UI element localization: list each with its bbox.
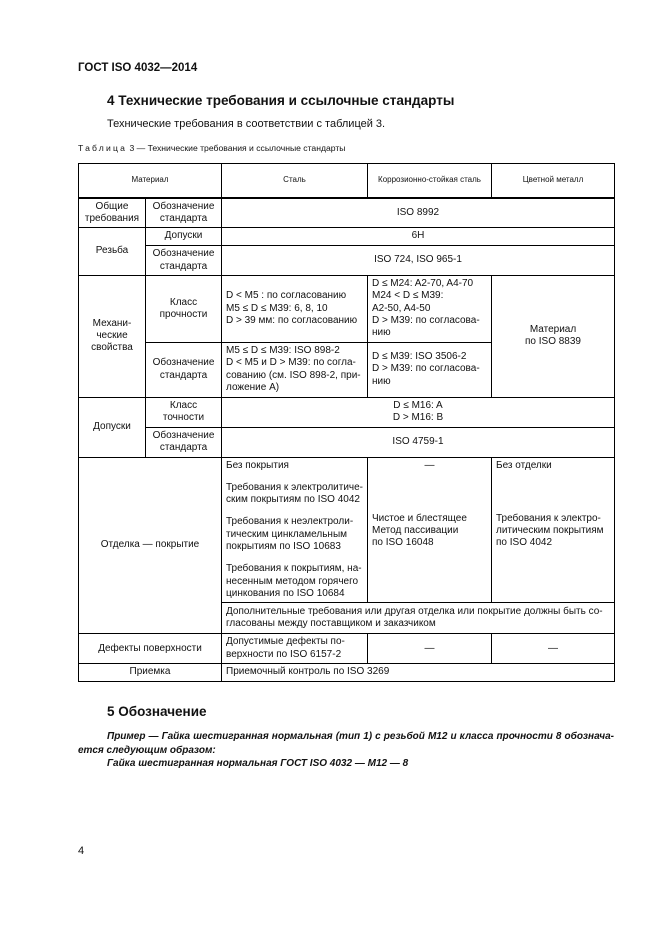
finish-item: Требования к покрытиям, нанесенным методом горячего цинкования по ISO 10684 bbox=[226, 563, 362, 599]
nonferrous-material-line: Материал bbox=[529, 324, 577, 336]
finish-item: по ISO 16048 bbox=[372, 537, 434, 549]
row-label-thread: Резьба bbox=[79, 228, 146, 276]
stainless-class-line: D > M39: по согласованию bbox=[372, 314, 480, 339]
table-row bbox=[79, 634, 615, 664]
nonferrous-finish bbox=[492, 457, 615, 603]
stainless-mechanical-standard bbox=[368, 342, 492, 397]
finish-item: Метод пассивации bbox=[372, 525, 459, 537]
thread-tolerance-value: 6H bbox=[222, 228, 615, 246]
nonferrous-mechanical bbox=[492, 276, 615, 397]
document-code: ГОСТ ISO 4032—2014 bbox=[78, 62, 198, 74]
table-row bbox=[79, 246, 615, 276]
table-row bbox=[79, 198, 615, 228]
row-label-general: Общие требования bbox=[79, 198, 146, 228]
section-4-intro: Технические требования в соответствии с таблицей 3. bbox=[107, 118, 386, 130]
finish-dash: — bbox=[424, 459, 435, 471]
finish-item: Требования к электролитическим покрытиям по ISO 4042 bbox=[226, 481, 364, 506]
thread-standard-value: ISO 724, ISO 965-1 bbox=[222, 246, 615, 276]
table-row bbox=[79, 228, 615, 246]
finish-item: Без покрытия bbox=[226, 459, 289, 471]
steel-standard-line: D < M5 и D > M39: по согласованию (см. ISO 898-2, приложение А) bbox=[226, 357, 361, 393]
accuracy-class-value bbox=[222, 397, 615, 427]
accuracy-line: D ≤ M16: A bbox=[393, 399, 443, 411]
sub-label-standard: Обозначение стандарта bbox=[146, 427, 222, 457]
table-row bbox=[79, 457, 615, 603]
stainless-defects: — bbox=[368, 634, 492, 664]
table-row bbox=[79, 427, 615, 457]
table-caption bbox=[78, 143, 345, 153]
table-row bbox=[79, 397, 615, 427]
stainless-class-line: A2-50, A4-50 bbox=[372, 302, 431, 314]
requirements-table bbox=[78, 163, 615, 682]
header-nonferrous-metal: Цветной металл bbox=[492, 164, 615, 198]
steel-mechanical-standard bbox=[222, 342, 368, 397]
table-caption-text: 3 — Технические требования и ссылочные стандарты bbox=[127, 143, 346, 153]
table-row bbox=[79, 276, 615, 342]
stainless-standard-line: D ≤ M39: ISO 3506-2 bbox=[372, 351, 467, 363]
header-material: Материал bbox=[79, 164, 222, 198]
sub-label-standard: Обозначение стандарта bbox=[146, 342, 222, 397]
table-caption-prefix: Таблица bbox=[78, 143, 128, 153]
nonferrous-material-line: по ISO 8839 bbox=[524, 336, 581, 348]
tolerances-standard-value: ISO 4759-1 bbox=[222, 427, 615, 457]
row-label-acceptance: Приемка bbox=[79, 664, 222, 681]
sub-label-strength-class: Класс прочности bbox=[146, 276, 222, 342]
steel-finish bbox=[222, 457, 368, 603]
section-4-title: 4 Технические требования и ссылочные стандарты bbox=[107, 93, 455, 108]
finish-extra-note: Дополнительные требования или другая отделка или покрытие должны быть согласованы между поставщиком и заказчиком bbox=[222, 603, 615, 634]
finish-item: Без отделки bbox=[496, 459, 552, 471]
page-number: 4 bbox=[78, 845, 85, 857]
steel-class-line: M5 ≤ D ≤ M39: 6, 8, 10 bbox=[226, 302, 328, 314]
steel-defects: Допустимые дефекты поверхности по ISO 6157-2 bbox=[222, 634, 368, 664]
row-label-finish: Отделка — покрытие bbox=[79, 457, 222, 634]
row-label-defects: Дефекты поверхности bbox=[79, 634, 222, 664]
table-row bbox=[79, 664, 615, 681]
header-stainless-steel: Коррозионно-стойкая сталь bbox=[368, 164, 492, 198]
stainless-class-line: M24 < D ≤ M39: bbox=[372, 290, 444, 302]
header-steel: Сталь bbox=[222, 164, 368, 198]
sub-label-tolerance: Допуски bbox=[146, 228, 222, 246]
stainless-class-line: D ≤ M24: A2-70, A4-70 bbox=[372, 278, 474, 290]
steel-class-line: D > 39 мм: по согласованию bbox=[226, 314, 358, 326]
table-header-row bbox=[79, 164, 615, 198]
designation-string: Гайка шестигранная нормальная ГОСТ ISO 4032 — M12 — 8 bbox=[107, 758, 409, 769]
section-5-title: 5 Обозначение bbox=[107, 704, 207, 719]
steel-strength-class bbox=[222, 276, 368, 342]
nonferrous-defects: — bbox=[492, 634, 615, 664]
row-label-tolerances: Допуски bbox=[79, 397, 146, 457]
designation-example: Пример — Гайка шестигранная нормальная (тип 1) с резьбой М12 и класса прочности 8 обозначается следующим образом: bbox=[78, 731, 614, 756]
row-label-mechanical: Механические свойства bbox=[79, 276, 146, 397]
steel-standard-line: M5 ≤ D ≤ M39: ISO 898-2 bbox=[226, 344, 340, 356]
steel-class-line: D < M5 : по согласованию bbox=[226, 290, 347, 302]
finish-item: Требования к неэлектролитическим цинкламельным покрытиям по ISO 10683 bbox=[226, 516, 354, 553]
sub-label-standard: Обозначение стандарта bbox=[146, 198, 222, 228]
accuracy-line: D > M16: B bbox=[392, 412, 444, 424]
stainless-strength-class bbox=[368, 276, 492, 342]
finish-item: Чистое и блестящее bbox=[372, 512, 467, 524]
stainless-standard-line: D > M39: по согласованию bbox=[372, 363, 480, 387]
finish-item: Требования к электролитическим покрытиям по ISO 4042 bbox=[496, 512, 604, 549]
general-value: ISO 8992 bbox=[222, 198, 615, 228]
acceptance-value: Приемочный контроль по ISO 3269 bbox=[222, 664, 615, 681]
sub-label-standard: Обозначение стандарта bbox=[146, 246, 222, 276]
stainless-finish bbox=[368, 457, 492, 603]
sub-label-accuracy-class: Класс точности bbox=[146, 397, 222, 427]
